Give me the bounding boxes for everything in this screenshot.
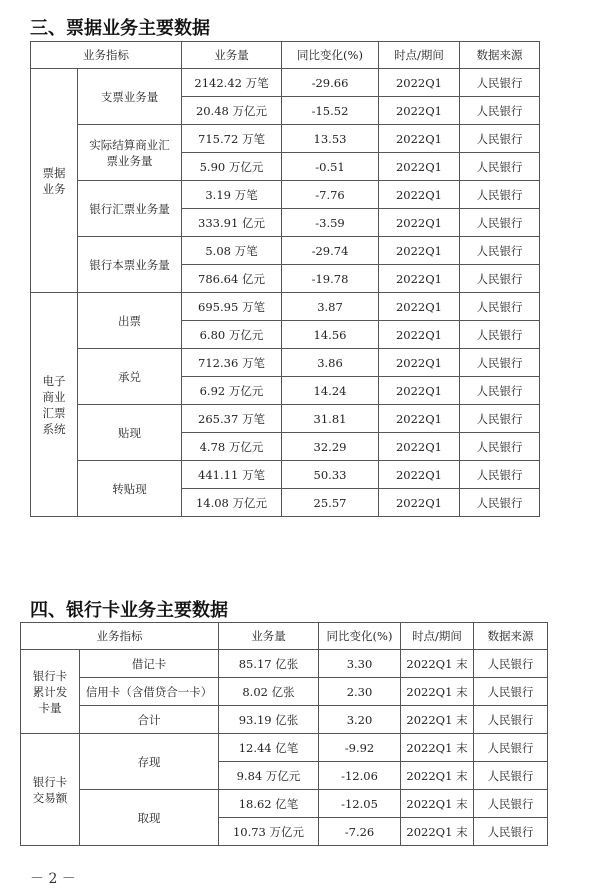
source-cell: 人民银行 — [460, 209, 540, 237]
bank-card-table — [20, 622, 548, 846]
yoy-cell: 3.87 — [282, 293, 379, 321]
table-row — [21, 790, 548, 818]
table-row — [31, 237, 540, 265]
yoy-cell: 3.20 — [319, 706, 401, 734]
source-cell: 人民银行 — [474, 734, 548, 762]
sub-item-label: 取现 — [80, 790, 219, 846]
section-4-title: 四、银行卡业务主要数据 — [30, 600, 228, 621]
period-cell: 2022Q1 — [379, 209, 460, 237]
table-row — [31, 125, 540, 153]
table-row — [31, 293, 540, 321]
table-row — [31, 181, 540, 209]
table-row — [21, 734, 548, 762]
source-cell: 人民银行 — [460, 377, 540, 405]
yoy-cell: -19.78 — [282, 265, 379, 293]
source-cell: 人民银行 — [460, 461, 540, 489]
yoy-cell: -7.26 — [319, 818, 401, 846]
source-cell: 人民银行 — [460, 181, 540, 209]
period-cell: 2022Q1 — [379, 69, 460, 97]
source-cell: 人民银行 — [460, 405, 540, 433]
volume-cell: 2142.42 万笔 — [182, 69, 282, 97]
sub-item-label: 存现 — [80, 734, 219, 790]
header-cell: 时点/期间 — [379, 42, 460, 69]
period-cell: 2022Q1 — [379, 405, 460, 433]
source-cell: 人民银行 — [474, 650, 548, 678]
period-cell: 2022Q1 末 — [401, 650, 474, 678]
period-cell: 2022Q1 — [379, 489, 460, 517]
source-cell: 人民银行 — [474, 678, 548, 706]
period-cell: 2022Q1 末 — [401, 734, 474, 762]
period-cell: 2022Q1 末 — [401, 818, 474, 846]
period-cell: 2022Q1 — [379, 321, 460, 349]
period-cell: 2022Q1 — [379, 433, 460, 461]
yoy-cell: 2.30 — [319, 678, 401, 706]
yoy-cell: 14.24 — [282, 377, 379, 405]
period-cell: 2022Q1 末 — [401, 762, 474, 790]
volume-cell: 6.80 万亿元 — [182, 321, 282, 349]
table-header-row — [31, 42, 540, 69]
period-cell: 2022Q1 — [379, 377, 460, 405]
volume-cell: 265.37 万笔 — [182, 405, 282, 433]
volume-cell: 20.48 万亿元 — [182, 97, 282, 125]
yoy-cell: -29.74 — [282, 237, 379, 265]
yoy-cell: -12.05 — [319, 790, 401, 818]
sub-item-label: 支票业务量 — [78, 69, 182, 125]
period-cell: 2022Q1 — [379, 181, 460, 209]
header-cell: 同比变化(%) — [282, 42, 379, 69]
table-header-row — [21, 623, 548, 650]
yoy-cell: -7.76 — [282, 181, 379, 209]
yoy-cell: 50.33 — [282, 461, 379, 489]
volume-cell: 4.78 万亿元 — [182, 433, 282, 461]
sub-item-label: 借记卡 — [80, 650, 219, 678]
volume-cell: 93.19 亿张 — [219, 706, 319, 734]
volume-cell: 14.08 万亿元 — [182, 489, 282, 517]
volume-cell: 10.73 万亿元 — [219, 818, 319, 846]
header-cell: 业务指标 — [31, 42, 182, 69]
volume-cell: 12.44 亿笔 — [219, 734, 319, 762]
yoy-cell: -29.66 — [282, 69, 379, 97]
volume-cell: 333.91 亿元 — [182, 209, 282, 237]
yoy-cell: -3.59 — [282, 209, 379, 237]
volume-cell: 786.64 亿元 — [182, 265, 282, 293]
yoy-cell: -9.92 — [319, 734, 401, 762]
bill-business-table — [30, 41, 540, 517]
volume-cell: 6.92 万亿元 — [182, 377, 282, 405]
source-cell: 人民银行 — [460, 153, 540, 181]
sub-item-label: 贴现 — [78, 405, 182, 461]
source-cell: 人民银行 — [474, 790, 548, 818]
table-row — [21, 706, 548, 734]
volume-cell: 18.62 亿笔 — [219, 790, 319, 818]
sub-item-label: 银行汇票业务量 — [78, 181, 182, 237]
source-cell: 人民银行 — [460, 433, 540, 461]
table-row — [31, 405, 540, 433]
sub-item-label: 合计 — [80, 706, 219, 734]
header-cell: 数据来源 — [460, 42, 540, 69]
yoy-cell: -12.06 — [319, 762, 401, 790]
sub-item-label: 转贴现 — [78, 461, 182, 517]
source-cell: 人民银行 — [460, 97, 540, 125]
period-cell: 2022Q1 末 — [401, 678, 474, 706]
volume-cell: 695.95 万笔 — [182, 293, 282, 321]
period-cell: 2022Q1 末 — [401, 790, 474, 818]
header-cell: 业务量 — [182, 42, 282, 69]
source-cell: 人民银行 — [460, 489, 540, 517]
source-cell: 人民银行 — [460, 321, 540, 349]
yoy-cell: 3.86 — [282, 349, 379, 377]
header-cell: 时点/期间 — [401, 623, 474, 650]
source-cell: 人民银行 — [460, 69, 540, 97]
source-cell: 人民银行 — [460, 265, 540, 293]
table-row — [31, 461, 540, 489]
period-cell: 2022Q1 末 — [401, 706, 474, 734]
section-3-title: 三、票据业务主要数据 — [30, 18, 210, 39]
period-cell: 2022Q1 — [379, 265, 460, 293]
group-label: 票据业务 — [31, 69, 78, 293]
sub-item-label: 信用卡（含借贷合一卡） — [80, 678, 219, 706]
sub-item-label: 银行本票业务量 — [78, 237, 182, 293]
header-cell: 同比变化(%) — [319, 623, 401, 650]
yoy-cell: 32.29 — [282, 433, 379, 461]
volume-cell: 441.11 万笔 — [182, 461, 282, 489]
yoy-cell: 14.56 — [282, 321, 379, 349]
period-cell: 2022Q1 — [379, 349, 460, 377]
volume-cell: 8.02 亿张 — [219, 678, 319, 706]
sub-item-label: 出票 — [78, 293, 182, 349]
source-cell: 人民银行 — [460, 293, 540, 321]
yoy-cell: 31.81 — [282, 405, 379, 433]
source-cell: 人民银行 — [460, 125, 540, 153]
volume-cell: 712.36 万笔 — [182, 349, 282, 377]
volume-cell: 85.17 亿张 — [219, 650, 319, 678]
volume-cell: 5.08 万笔 — [182, 237, 282, 265]
period-cell: 2022Q1 — [379, 237, 460, 265]
table-row — [21, 650, 548, 678]
period-cell: 2022Q1 — [379, 97, 460, 125]
period-cell: 2022Q1 — [379, 153, 460, 181]
group-label: 电子商业汇票系统 — [31, 293, 78, 517]
table-row — [21, 678, 548, 706]
yoy-cell: 13.53 — [282, 125, 379, 153]
sub-item-label: 实际结算商业汇票业务量 — [78, 125, 182, 181]
header-cell: 数据来源 — [474, 623, 548, 650]
yoy-cell: 25.57 — [282, 489, 379, 517]
period-cell: 2022Q1 — [379, 125, 460, 153]
table-row — [31, 349, 540, 377]
volume-cell: 9.84 万亿元 — [219, 762, 319, 790]
source-cell: 人民银行 — [474, 706, 548, 734]
header-cell: 业务量 — [219, 623, 319, 650]
header-cell: 业务指标 — [21, 623, 219, 650]
volume-cell: 715.72 万笔 — [182, 125, 282, 153]
sub-item-label: 承兑 — [78, 349, 182, 405]
volume-cell: 5.90 万亿元 — [182, 153, 282, 181]
group-label: 银行卡累计发卡量 — [21, 650, 80, 734]
table-row — [31, 69, 540, 97]
source-cell: 人民银行 — [460, 349, 540, 377]
period-cell: 2022Q1 — [379, 461, 460, 489]
period-cell: 2022Q1 — [379, 293, 460, 321]
volume-cell: 3.19 万笔 — [182, 181, 282, 209]
source-cell: 人民银行 — [460, 237, 540, 265]
group-label: 银行卡交易额 — [21, 734, 80, 846]
yoy-cell: -0.51 — [282, 153, 379, 181]
source-cell: 人民银行 — [474, 818, 548, 846]
yoy-cell: 3.30 — [319, 650, 401, 678]
source-cell: 人民银行 — [474, 762, 548, 790]
page-number: － 2 － — [30, 871, 76, 887]
yoy-cell: -15.52 — [282, 97, 379, 125]
